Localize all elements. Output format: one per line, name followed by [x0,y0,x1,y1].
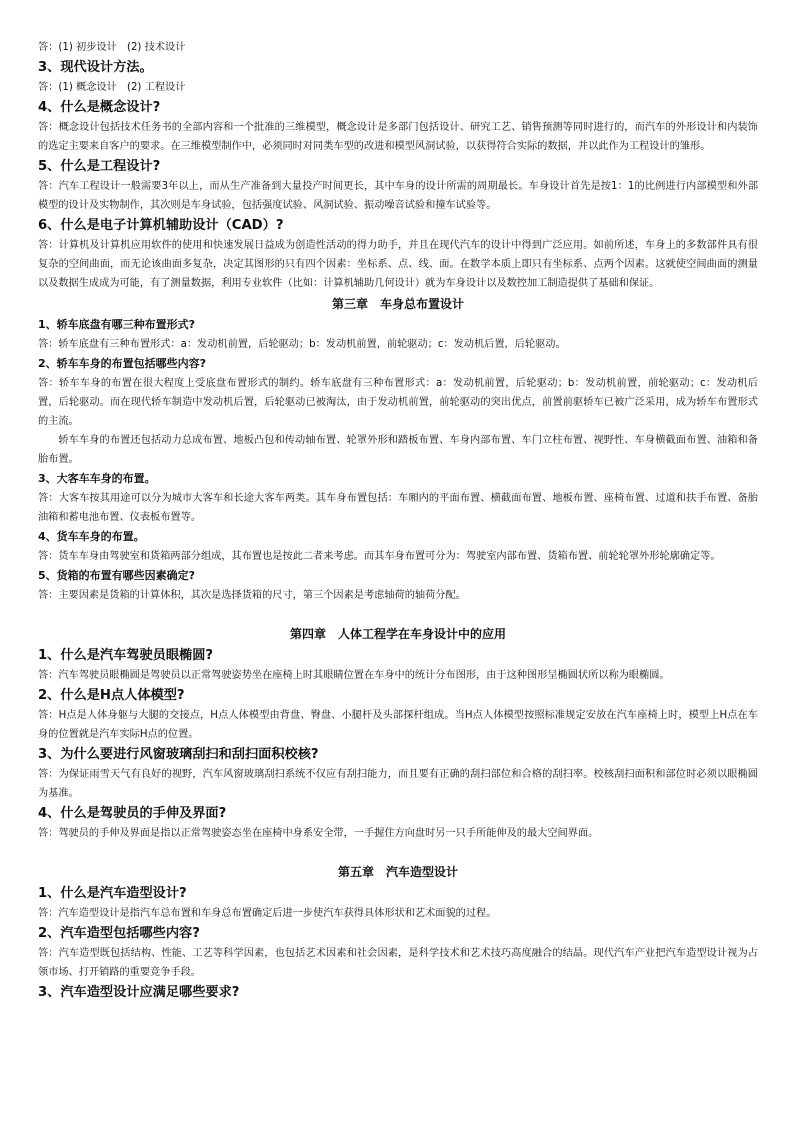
answer-paragraph: 答：H点是人体身躯与大腿的交接点，H点人体模型由背盘、臀盘、小腿杆及头部探杆组成。当H点人体模型按照标准规定安放在汽车座椅上时，模型上H点在车身的位置就是汽车实际H点的位置。 [38,710,758,740]
chapter-title: 汽车造型设计 [386,865,459,879]
question-heading: 2、什么是H点人体模型? [38,688,185,703]
chapter-number: 第三章 [331,297,368,311]
question-heading: 5、货箱的布置有哪些因素确定? [38,569,196,582]
answer-paragraph: 轿车车身的布置还包括动力总成布置、地板凸包和传动轴布置、轮罩外形和踏板布置、车身内部布置、车门立柱布置、视野性、车身横截面布置、油箱和备胎布置。 [38,435,758,465]
chapter-heading [38,861,758,883]
answer-paragraph: 答：(1) 初步设计 (2) 技术设计 [38,42,186,53]
chapter-title: 车身总布置设计 [380,297,465,311]
question-heading: 6、什么是电子计算机辅助设计（CAD）? [38,218,284,233]
answer-paragraph: 答：计算机及计算机应用软件的使用和快速发展日益成为创造性活动的得力助手，并且在现代汽车的设计中得到广泛应用。如前所述，车身上的多数部件具有很复杂的空间曲面，而无论该曲面多复杂，决定其图形的只有四个因素：坐标系、点、线、面。在数学本质上即只有坐标系、点两个因素。这就使空间曲面的测量以及数据生成成为可能，有了测量数据，利用专业软件（比如：计算机辅助几何设计）就为车身设计以及数控加工制造提供了基础和保证。 [38,240,758,289]
answer-paragraph: 答：(1) 概念设计 (2) 工程设计 [38,82,186,93]
answer-paragraph: 答：汽车驾驶员眼椭圆是驾驶员以正常驾驶姿势坐在座椅上时其眼睛位置在车身中的统计分布图形，由于这种图形呈椭圆状所以称为眼椭圆。 [38,670,670,681]
chapter-number: 第五章 [337,865,374,879]
chapter-number: 第四章 [289,627,326,641]
question-heading: 3、为什么要进行风窗玻璃刮扫和刮扫面积校核? [38,747,319,762]
answer-paragraph: 答：汽车造型既包括结构、性能、工艺等科学因素，也包括艺术因素和社会因素，是科学技术和艺术技巧高度融合的结晶。现代汽车产业把汽车造型设计视为占领市场、打开销路的重要竞争手段。 [38,948,758,978]
section-spacer [38,605,758,623]
answer-paragraph: 答：大客车按其用途可以分为城市大客车和长途大客车两类。其车身布置包括：车厢内的平面布置、横截面布置、地板布置、座椅布置、过道和扶手布置、备胎油箱和蓄电池布置、仪表板布置等。 [38,493,758,523]
document-page [38,38,758,1003]
question-heading: 1、轿车底盘有哪三种布置形式? [38,318,196,331]
answer-paragraph: 答：为保证雨雪天气有良好的视野，汽车风窗玻璃刮扫系统不仅应有刮扫能力，而且要有正确的刮扫部位和合格的刮扫率。校核刮扫面积和部位时必须以眼椭圆为基准。 [38,769,758,799]
question-heading: 2、汽车造型包括哪些内容? [38,926,200,941]
question-heading: 3、汽车造型设计应满足哪些要求? [38,985,240,1000]
question-heading: 4、什么是驾驶员的手伸及界面? [38,806,227,821]
answer-paragraph: 答：驾驶员的手伸及界面是指以正常驾驶姿态坐在座椅中身系安全带，一手握住方向盘时另一只手所能伸及的最大空间界面。 [38,828,599,839]
answer-paragraph: 答：货车车身由驾驶室和货箱两部分组成，其布置也是按此二者来考虑。而其车身布置可分为：驾驶室内部布置、货箱布置、前轮轮罩外形轮廓确定等。 [38,551,721,562]
question-heading: 3、现代设计方法。 [38,60,153,75]
section-spacer [38,843,758,861]
answer-paragraph: 答：汽车工程设计一般需要3年以上，而从生产准备到大量投产时间更长，其中车身的设计所需的周期最长。车身设计首先是按1：1的比例进行内部模型和外部模型的设计及实物制作，其次则是车身试验，包括强度试验、风洞试验、振动噪音试验和撞车试验等。 [38,181,758,211]
question-heading: 2、轿车车身的布置包括哪些内容? [38,357,207,370]
question-heading: 4、货车车身的布置。 [38,530,145,543]
answer-paragraph: 答：汽车造型设计是指汽车总布置和车身总布置确定后进一步使汽车获得具体形状和艺术面貌的过程。 [38,908,497,919]
chapter-heading [38,293,758,315]
answer-paragraph: 答：轿车底盘有三种布置形式：a：发动机前置，后轮驱动；b：发动机前置，前轮驱动；c：发动机后置，后轮驱动。 [38,339,566,350]
question-heading: 4、什么是概念设计? [38,100,161,115]
answer-paragraph: 答：主要因素是货箱的计算体积，其次是选择货箱的尺寸，第三个因素是考虑轴荷的轴荷分配。 [38,590,466,601]
answer-paragraph: 答：轿车车身的布置在很大程度上受底盘布置形式的制约。轿车底盘有三种布置形式：a：发动机前置，后轮驱动；b：发动机前置，前轮驱动；c：发动机后置，后轮驱动。而在现代轿车制造中发动机后置，后轮驱动已被淘汰，由于发动机前置，前轮驱动的突出优点，前置前驱轿车已被广泛采用，成为轿车布置形式的主流。 [38,378,758,427]
chapter-title: 人体工程学在车身设计中的应用 [338,627,507,641]
question-heading: 3、大客车车身的布置。 [38,472,156,485]
question-heading: 1、什么是汽车驾驶员眼椭圆? [38,648,214,663]
question-heading: 5、什么是工程设计? [38,159,161,174]
question-heading: 1、什么是汽车造型设计? [38,886,187,901]
chapter-heading [38,623,758,645]
answer-paragraph: 答：概念设计包括技术任务书的全部内容和一个批准的三维模型，概念设计是多部门包括设计、研究工艺、销售预测等同时进行的，而汽车的外形设计和内装饰的选定主要来自客户的要求。在三维模型制作中，必须同时对同类车型的改进和模型风洞试验，以获得符合实际的数据，并以此作为工程设计的雏形。 [38,122,758,152]
